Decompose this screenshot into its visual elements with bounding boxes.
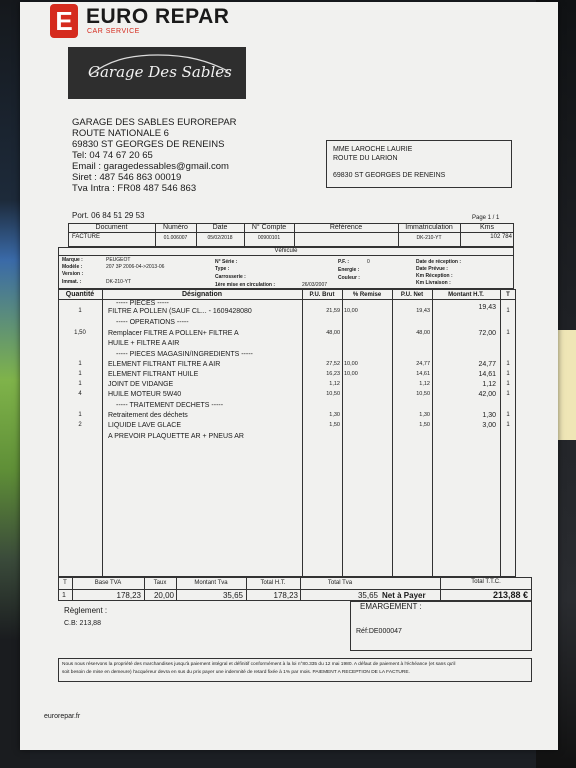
line-pun: 10,50 — [416, 391, 430, 397]
doc-header-reference: Référence — [329, 224, 363, 231]
eurorepar-logo-icon: E — [50, 4, 78, 38]
line-t: 1 — [506, 391, 510, 397]
line-t: 1 — [506, 371, 510, 377]
line-pun: 14,61 — [416, 371, 430, 377]
vehicle-prevue-label: Date Prévue : — [416, 266, 448, 272]
line-pun: 1,30 — [419, 412, 430, 418]
line-designation: Remplacer FILTRE A POLLEN+ FILTRE A — [108, 330, 239, 337]
vehicle-pf-label: P.F. : — [338, 259, 350, 265]
line-pub: 10,50 — [326, 391, 340, 397]
line-designation: Retraitement des déchets — [108, 412, 188, 419]
line-mt: 72,00 — [478, 330, 496, 337]
col-pu-net: P.U. Net — [400, 292, 424, 298]
col-pu-brut: P.U. Brut — [309, 292, 335, 298]
vehicle-serie-label: N° Série : — [215, 259, 238, 265]
doc-header-immat: Immatriculation — [405, 224, 453, 231]
line-pun: 48,00 — [416, 330, 430, 336]
line-qte: 1 — [78, 361, 82, 367]
vehicle-carrosserie-label: Carrosserie : — [215, 274, 246, 280]
line-t: 1 — [506, 381, 510, 387]
line-rem: 10,00 — [344, 308, 358, 314]
line-mt: 1,12 — [482, 381, 496, 388]
line-t: 1 — [506, 412, 510, 418]
line-mt: 1,30 — [482, 412, 496, 419]
totals-ht: 178,23 — [273, 591, 298, 600]
line-designation: ----- PIECES ----- — [116, 300, 169, 307]
line-qte: 1,50 — [74, 330, 86, 336]
doc-header-kms: Kms — [480, 224, 494, 231]
vehicle-immat-label: Immat. : — [62, 279, 82, 285]
line-designation: FILTRE A POLLEN (SAUF CL... - 1609428080 — [108, 308, 252, 315]
vehicle-version-label: Version : — [62, 271, 84, 277]
vehicle-type-label: Type : — [215, 266, 230, 272]
garage-logo — [68, 47, 246, 99]
line-pub: 16,23 — [326, 371, 340, 377]
page-number: Page 1 / 1 — [472, 215, 500, 221]
doc-value-date: 05/02/2018 — [207, 235, 233, 241]
brand-name: EURO REPAR — [86, 5, 230, 28]
vehicle-couleur-label: Couleur : — [338, 275, 360, 281]
total-ttc: 213,88 € — [492, 590, 528, 600]
line-qte: 2 — [78, 422, 82, 428]
garage-siret: Siret : 487 546 863 00019 — [72, 172, 182, 183]
line-designation: A PREVOIR PLAQUETTE AR + PNEUS AR — [108, 433, 244, 440]
totals-base: 178,23 — [116, 591, 141, 600]
totals-t: 1 — [62, 592, 66, 599]
doc-value-numero: 01.006007 — [163, 235, 188, 241]
line-designation: ----- TRAITEMENT DECHETS ----- — [116, 402, 224, 409]
vehicle-immat: DK-210-YT — [106, 279, 132, 285]
col-t: T — [506, 292, 510, 298]
totals-header-mtva: Montant Tva — [194, 580, 228, 586]
client-city: 69830 ST GEORGES DE RENEINS — [333, 172, 446, 179]
legal-line-2: soit besoin de mise en demeure) l'acquéreur devra en sus du prix payer une indemnité de retard fixée à 1% par mois. PAIEMENT A RECEPTION DE LA FACTURE. — [62, 670, 410, 675]
background-note — [556, 330, 576, 440]
vehicle-energie-label: Energie : — [338, 267, 360, 273]
doc-value-kms: 102 784 — [490, 234, 512, 240]
totals-header-ttc: Total T.T.C. — [471, 579, 501, 585]
totals-header-taux: Taux — [153, 580, 167, 586]
client-street: ROUTE DU LARION — [333, 155, 398, 162]
line-designation: ----- OPERATIONS ----- — [116, 319, 189, 326]
vehicle-kmrec-label: Km Réception : — [416, 273, 453, 279]
legal-line-1: Nous nous réservons la propriété des marchandises jusqu'à paiement intégral et définitif conformément à la loi n°80.335 du 12 mai 1980. A défaut de paiement à l'échéance (et sans qu'il — [62, 662, 456, 667]
totals-header-ttva: Total Tva — [327, 580, 353, 586]
emargement-label: EMARGEMENT : — [360, 602, 422, 611]
client-name: MME LAROCHE LAURIE — [333, 146, 413, 153]
garage-tva: Tva Intra : FR08 487 546 863 — [72, 183, 197, 194]
vehicle-marque: PEUGEOT — [106, 257, 131, 263]
line-designation: JOINT DE VIDANGE — [108, 381, 174, 388]
totals-ttva: 35,65 — [357, 591, 378, 600]
totals-mtva: 35,65 — [222, 591, 243, 600]
line-qte: 1 — [78, 371, 82, 377]
doc-value-document: FACTURE — [72, 234, 101, 240]
doc-value-compte: 00900101 — [257, 235, 281, 241]
line-designation: HUILE + FILTRE A AIR — [108, 340, 180, 347]
totals-header-base: Base TVA — [94, 580, 122, 586]
line-pub: 21,59 — [326, 308, 340, 314]
line-t: 1 — [506, 361, 510, 367]
reglement-label: Règlement : — [64, 606, 108, 615]
line-rem: 10,00 — [344, 361, 358, 367]
totals-header-ht: Total H.T. — [260, 580, 286, 586]
vehicle-modele: 207 3P 2006-04->2013-06 — [106, 264, 165, 270]
net-a-payer-label: Net à Payer — [382, 591, 426, 600]
line-pub: 27,52 — [326, 361, 340, 367]
vehicle-pf: 0 — [367, 259, 370, 265]
line-t: 1 — [506, 422, 510, 428]
garage-port: Port. 06 84 51 29 53 — [72, 211, 145, 220]
line-pun: 19,43 — [416, 308, 430, 314]
line-designation: HUILE MOTEUR 5W40 — [108, 391, 182, 398]
doc-header-numero: Numéro — [163, 224, 188, 231]
line-pun: 1,12 — [419, 381, 430, 387]
line-t: 1 — [506, 308, 510, 314]
invoice-page — [20, 2, 558, 750]
vehicle-modele-label: Modèle : — [62, 264, 83, 270]
line-mt: 24,77 — [478, 361, 496, 368]
line-mt: 14,61 — [478, 371, 496, 378]
doc-header-date: Date — [212, 224, 228, 231]
garage-logo-text: Garage Des Sables — [88, 63, 232, 81]
garage-tel: Tel: 04 74 67 20 65 — [72, 150, 153, 161]
line-pub: 1,30 — [329, 412, 340, 418]
doc-value-immat: DK-210-YT — [416, 235, 442, 241]
garage-name: GARAGE DES SABLES EUROREPAR — [72, 117, 237, 128]
garage-email: Email : garagedessables@gmail.com — [72, 161, 229, 172]
col-designation: Désignation — [181, 291, 223, 298]
line-pub: 48,00 — [326, 330, 340, 336]
line-mt: 3,00 — [482, 422, 496, 429]
line-designation: LIQUIDE LAVE GLACE — [108, 422, 182, 429]
line-pun: 1,50 — [419, 422, 430, 428]
vehicle-kmliv-label: Km Livraison : — [416, 280, 451, 286]
reglement-value: C.B: 213,88 — [64, 620, 101, 627]
line-designation: ----- PIECES MAGASIN/INGREDIENTS ----- — [116, 351, 253, 358]
brand-tagline: CAR SERVICE — [87, 28, 140, 35]
line-mt: 19,43 — [478, 304, 496, 311]
vehicle-circulation: 26/03/2007 — [302, 282, 328, 288]
vehicle-title: Véhicule — [274, 248, 298, 254]
line-t: 1 — [506, 330, 510, 336]
line-qte: 1 — [78, 308, 82, 314]
footer-website: eurorepar.fr — [44, 713, 81, 720]
line-designation: ELEMENT FILTRANT FILTRE A AIR — [108, 361, 221, 368]
col-montant: Montant H.T. — [448, 292, 484, 298]
line-qte: 4 — [78, 391, 82, 397]
line-qte: 1 — [78, 412, 82, 418]
line-designation: ELEMENT FILTRANT HUILE — [108, 371, 199, 378]
line-rem: 10,00 — [344, 371, 358, 377]
totals-taux: 20,00 — [153, 591, 174, 600]
doc-header-compte: N° Compte — [251, 224, 287, 231]
line-pub: 1,50 — [329, 422, 340, 428]
doc-header-document: Document — [95, 224, 128, 231]
vehicle-reception-label: Date de réception : — [416, 259, 462, 265]
garage-address-2: 69830 ST GEORGES DE RENEINS — [72, 139, 225, 150]
vehicle-marque-label: Marque : — [62, 257, 83, 263]
garage-address-1: ROUTE NATIONALE 6 — [72, 128, 169, 139]
line-qte: 1 — [78, 381, 82, 387]
totals-header-t: T — [63, 580, 67, 586]
vehicle-circulation-label: 1ère mise en circulation : — [215, 282, 276, 288]
col-quantite: Quantité — [65, 291, 95, 298]
col-remise: % Remise — [352, 292, 382, 298]
line-mt: 42,00 — [478, 391, 496, 398]
reference-number: Réf:DE000047 — [356, 628, 402, 635]
line-pub: 1,12 — [329, 381, 340, 387]
line-pun: 24,77 — [416, 361, 430, 367]
